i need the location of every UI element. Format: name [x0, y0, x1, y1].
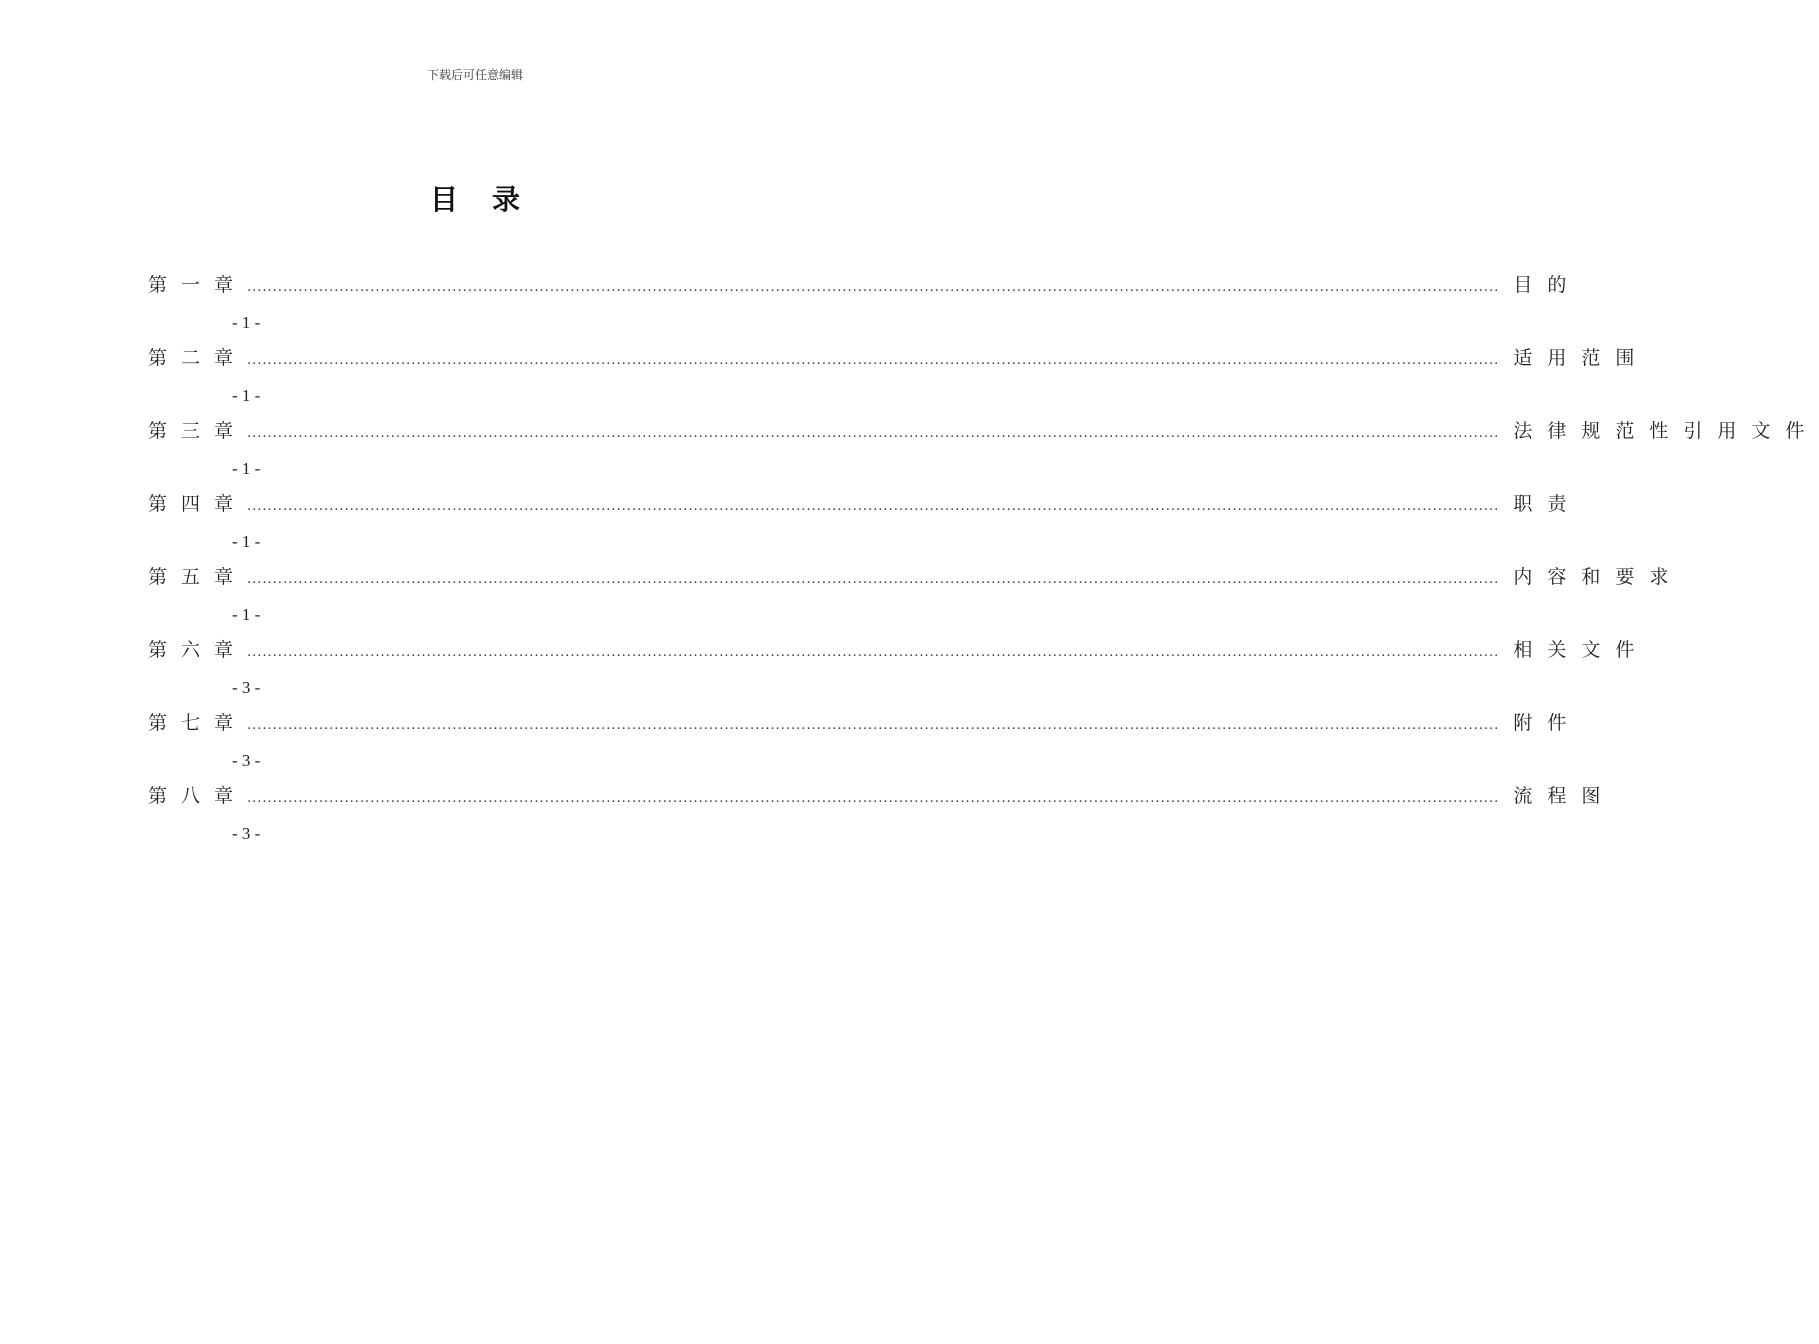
toc-chapter-label: 第七章 [148, 712, 248, 734]
toc-line [148, 704, 1582, 742]
dot-leader: .................................................................................................................................................................................................................................................... [247, 353, 1500, 368]
toc-chapter-label: 第二章 [148, 347, 248, 369]
toc-chapter-label: 第三章 [148, 420, 248, 442]
toc-page-number: - 3 - [232, 824, 261, 843]
toc-page-number: - 1 - [232, 313, 261, 332]
toc-line [148, 339, 1650, 377]
dot-leader: .................................................................................................................................................................................................................................................... [247, 791, 1500, 806]
toc-entry-title: 附件 [1513, 712, 1582, 734]
toc-line [148, 558, 1684, 596]
dot-leader: .................................................................................................................................................................................................................................................... [247, 572, 1500, 587]
toc-page-number: - 1 - [232, 386, 261, 405]
toc-chapter-label: 第五章 [148, 566, 248, 588]
toc-entry-title: 目的 [1513, 274, 1582, 296]
toc-entry-5[interactable] [148, 558, 1684, 631]
toc-page-number: - 1 - [232, 605, 261, 624]
toc-chapter-label: 第八章 [148, 785, 248, 807]
toc-chapter-label: 第一章 [148, 274, 248, 296]
toc-entry-title: 流程图 [1513, 785, 1616, 807]
toc-page-number: - 3 - [232, 678, 261, 697]
dot-leader: .................................................................................................................................................................................................................................................... [247, 280, 1500, 295]
toc-entry-title: 内容和要求 [1513, 566, 1684, 588]
toc-entry-3[interactable] [148, 412, 1819, 485]
toc-entry-title: 法律规范性引用文件 [1513, 420, 1819, 442]
toc-chapter-label: 第六章 [148, 639, 248, 661]
dot-leader: .................................................................................................................................................................................................................................................... [247, 645, 1500, 660]
toc-entry-title: 职责 [1513, 493, 1582, 515]
dot-leader: .................................................................................................................................................................................................................................................... [247, 499, 1500, 514]
toc-entry-1[interactable] [148, 266, 1582, 339]
table-of-contents [148, 266, 1819, 850]
toc-entry-6[interactable] [148, 631, 1650, 704]
toc-entry-title: 相关文件 [1513, 639, 1650, 661]
toc-line [148, 777, 1616, 815]
toc-line [148, 631, 1650, 669]
toc-entry-title: 适用范围 [1513, 347, 1650, 369]
toc-page-number: - 1 - [232, 459, 261, 478]
toc-entry-8[interactable] [148, 777, 1616, 850]
toc-title: 目录 [429, 183, 554, 216]
toc-chapter-label: 第四章 [148, 493, 248, 515]
toc-line [148, 485, 1582, 523]
toc-entry-7[interactable] [148, 704, 1582, 777]
dot-leader: .................................................................................................................................................................................................................................................... [247, 426, 1500, 441]
toc-page-number: - 3 - [232, 751, 261, 770]
toc-entry-2[interactable] [148, 339, 1650, 412]
toc-line [148, 266, 1582, 304]
dot-leader: .................................................................................................................................................................................................................................................... [247, 718, 1500, 733]
toc-page-number: - 1 - [232, 532, 261, 551]
header-note: 下载后可任意编辑 [426, 68, 523, 82]
toc-line [148, 412, 1819, 450]
toc-entry-4[interactable] [148, 485, 1582, 558]
